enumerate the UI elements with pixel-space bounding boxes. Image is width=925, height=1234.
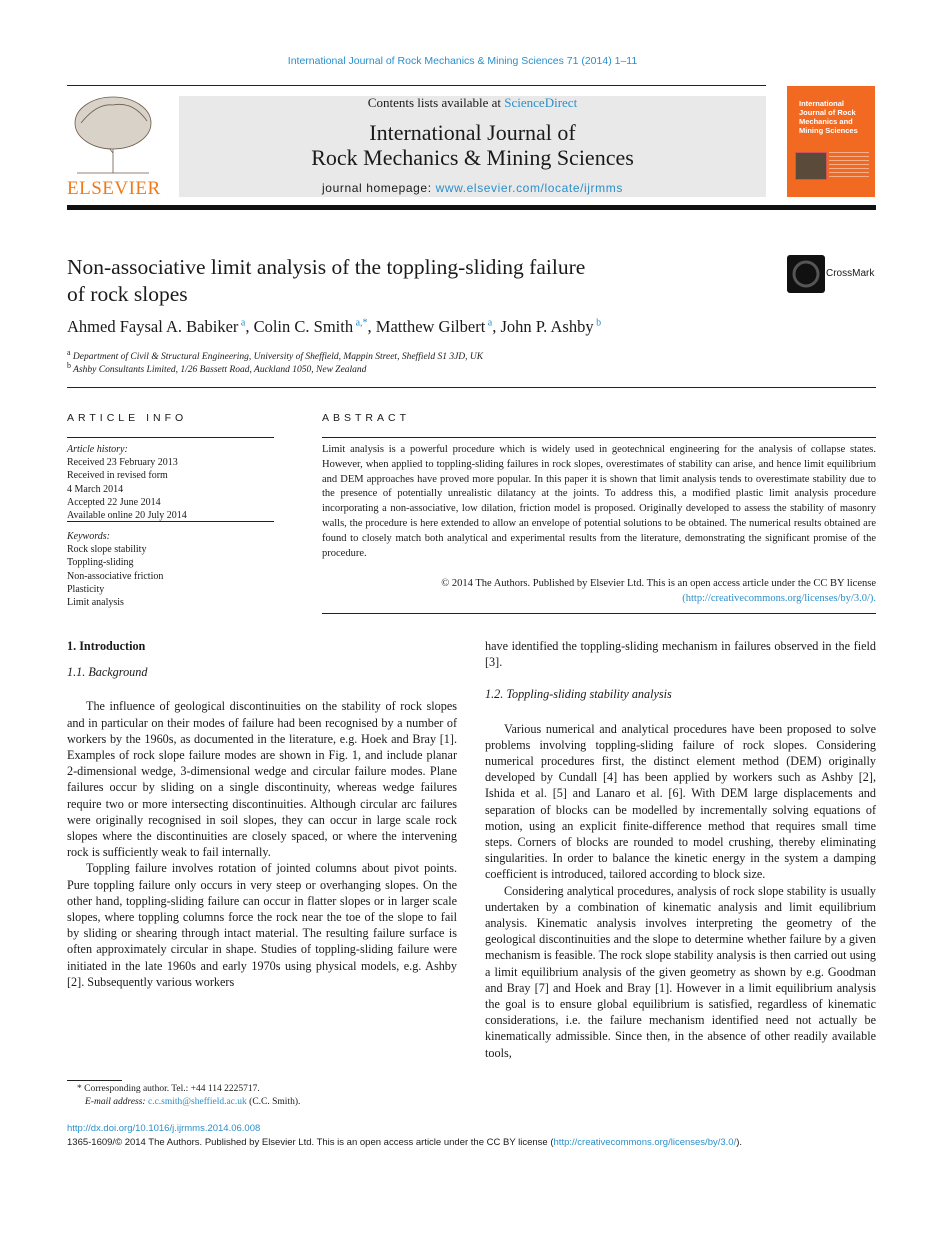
affiliation-b: $^b$ Ashby Consultants Limited, 1/26 Bassett Road, Auckland 1050, New Zealand [67,361,367,376]
footnote: * Corresponding author. Tel.: +44 114 2225717. E-mail address: c.c.smith@sheffield.ac.uk (C.C. Smith). [77,1084,301,1107]
license-link[interactable]: http://creativecommons.org/licenses/by/3.0/ [553,1137,737,1148]
author-affiliation-mark[interactable]: a [487,317,493,329]
history-item: Received in revised form [67,470,168,482]
author-name: Colin C. Smith [253,317,354,336]
subsection-heading: 1.1. Background [67,665,148,680]
keyword: Rock slope stability [67,544,147,556]
crossmark-label[interactable]: CrossMark [826,268,875,279]
homepage-link[interactable]: www.elsevier.com/locate/ijrmms [435,181,623,195]
elsevier-wordmark: ELSEVIER [67,178,161,199]
header-rule [67,85,766,86]
author-affiliation-mark[interactable]: a [240,317,246,329]
cover-text-lines [829,152,869,178]
author-name: Matthew Gilbert [375,317,486,336]
author-list: Ahmed Faysal A. Babiker $^a$, Colin C. Smith $^{a,*}$, Matthew Gilbert $^a$, John P. Ashby $^b$ [67,317,602,336]
homepage-line: journal homepage: www.elsevier.com/locate/ijrmms [322,181,623,195]
history-item: Accepted 22 June 2014 [67,496,161,508]
paragraph: have identified the toppling-sliding mechanism in failures observed in the field [3]. [485,639,876,670]
contents-line: Contents lists available at ScienceDirect [367,95,578,110]
keywords: Keywords: Rock slope stability Toppling-sliding Non-associative friction Plasticity Limit analysis [67,530,274,609]
subsection-heading: 1.2. Toppling-sliding stability analysis [485,687,672,702]
author-name: Ahmed Faysal A. Babiker [67,317,239,336]
keyword: Limit analysis [67,597,124,609]
author-name: John P. Ashby [500,317,594,336]
cover-title: International Journal of Rock Mechanics and Mining Sciences [799,99,858,135]
body-right-column [485,638,876,1061]
email-link[interactable]: c.c.smith@sheffield.ac.uk [147,1097,247,1107]
author-affiliation-mark[interactable]: a,* [355,317,368,329]
article-history: Article history: Received 23 February 2013 Received in revised form 4 March 2014 Accepted 22 June 2014 Available online 20 July 2014 [67,443,274,522]
issn-line: 1365-1609/© 2014 The Authors. Published by Elsevier Ltd. This is an open access article under the CC BY license (http://creativecommons.org/licenses/by/3.0/). [67,1137,743,1148]
author-affiliation-mark[interactable]: b [596,317,602,329]
abstract-copyright: © 2014 The Authors. Published by Elsevier Ltd. This is an open access article under the CC BY license (http://creativecommons.org/licenses/by/3.0/). [441,578,876,604]
abstract-text: Limit analysis is a powerful procedure which is widely used in geotechnical engineering for the analysis of collapse states. However, when applied to toppling-sliding failures in rock slopes, overestimates of stability can arise, and hence limit equilibrium and DEM approaches have proved more popular. In this paper it is shown that limit analysis tends to overestimate stability due to the presence of potentially unrealistic dilatancy at the joints. To address this, a modified plastic limit analysis procedure incorporating a non-associative, low dilation, friction model is proposed. Originally developed to assess the stability of masonry walls, the procedure is here extended to allow an envelope of potential solutions to be obtained. The numerical results obtained are found to closely match both analytical and experimental results from the literature, demonstrating the significant promise of the procedure. [322,444,876,559]
title-rule [67,387,876,388]
cover-image [795,152,827,180]
history-item: Received 23 February 2013 [67,457,178,469]
doi-link[interactable]: http://dx.doi.org/10.1016/j.ijrmms.2014.06.008 [67,1123,261,1134]
paragraph: Toppling failure involves rotation of jointed columns about pivot points. Pure toppling failure only occurs in very steep or overhanging slopes. On the other hand, toppling-sliding failure can occur in flatter slopes or in larger scale slopes, where toppling columns force the rock near the toe of the slope to fail by sliding or shearing through intact material. The resulting failure surface is often approximately circular in shape. Studies of toppling-sliding failure were initiated in the late 1960s and early 1970s using physical models, e.g. Ashby [2]. Subsequently various workers [67,861,457,989]
footnote-rule [67,1080,122,1081]
journal-cover-thumbnail[interactable] [787,86,875,197]
section-heading: 1. Introduction [67,639,146,653]
body-left-column [67,638,457,990]
license-link[interactable]: (http://creativecommons.org/licenses/by/3.0/). [682,592,876,604]
crossmark-icon[interactable] [787,255,825,293]
sciencedirect-link[interactable]: ScienceDirect [504,95,578,110]
paragraph: Considering analytical procedures, analysis of rock slope stability is usually undertaken by a combination of kinematic analysis and limit equilibrium analysis. Kinematic analysis involves interpreting the geometry of the geological discontinuities and the slope to determine whether failure by a given mechanism is feasible. The rock slope stability analysis is then carried out using a limit equilibrium analysis of the given geometry as shown by e.g. Goodman and Bray [7] and Hoek and Bray [1]. However in a limit equilibrium analysis the goal is to ensure global equilibrium is satisfied, regardless of kinematic considerations, i.e. the failure mechanism identified need not actually be kinematically admissible. Since then, in the absence of other readily available tools, [485,883,876,1060]
history-item: 4 March 2014 [67,483,124,495]
keyword: Non-associative friction [67,570,164,582]
info-rule [67,437,274,438]
info-rule [67,521,274,522]
abstract-rule [322,437,876,438]
paragraph: The influence of geological discontinuities on the stability of rock slopes and in particular on their modes of failure had been recognised by a number of workers by the 1960s, as documented in the literature, e.g. Hoek and Bray [1]. Examples of rock slope failure modes are shown in Fig. 1, and include planar 2-dimensional wedge, 3-dimensional wedge and circular failure modes. Plane failures occur by sliding on a single discontinuity, whereas wedge failures require two or more intersecting discontinuities. Although circular arc failures were originally recognised in soil slopes, they can occur in large scale rock slopes where the discontinuities are closely spaced, or where the intervening rock is sufficiently weak to fail internally. [67,699,457,860]
abstract-rule [322,613,876,614]
journal-reference[interactable]: International Journal of Rock Mechanics & Mining Sciences 71 (2014) 1–11 [287,55,638,67]
header-thick-rule [67,205,876,210]
keyword: Toppling-sliding [67,557,134,569]
journal-title: International Journal of Rock Mechanics & Mining Sciences [311,120,634,170]
paragraph: Various numerical and analytical procedures have been proposed to solve problems involving toppling-sliding failure of rock slopes. Considering numerical procedures first, the distinct element method (DEM) originally developed by Cundall [4] has been applied by workers such as Ashby [2], Ishida et al. [5] and Lanaro et al. [6]. With DEM large displacements and separation of blocks can be modelled by incrementally solving equations of motion, using an explicit finite-difference method that requires small time steps. Corners of blocks are rounded to model crushing, thereby eliminating singularities. In order to balance the kinetic energy in the system a damping coefficient is introduced, tailored according to block size. [485,721,876,882]
history-item: Available online 20 July 2014 [67,510,187,522]
article-info-heading: ARTICLE INFO [67,412,188,424]
keyword: Plasticity [67,583,105,595]
affiliation-a: $^a$ Department of Civil & Structural Engineering, University of Sheffield, Mappin Street, Sheffield S1 3JD, UK [67,348,484,363]
abstract-heading: ABSTRACT [322,412,411,424]
article-title: Non-associative limit analysis of the toppling-sliding failure of rock slopes [67,255,586,306]
